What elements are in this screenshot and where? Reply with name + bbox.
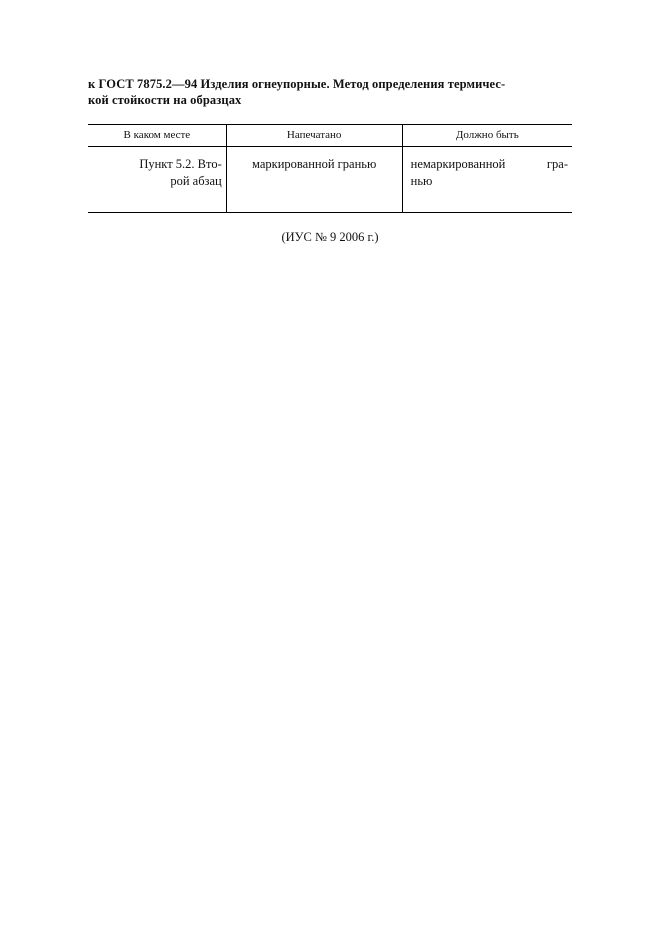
cell-correct-line-1: немаркированной гра- — [410, 157, 568, 171]
cell-where-line-2: рой абзац — [170, 174, 222, 188]
cell-where-line-1: Пункт 5.2. Вто- — [139, 157, 222, 171]
page-title — [88, 76, 572, 108]
heading-line-2: кой стойкости на образцах — [88, 93, 242, 107]
issue-reference: (ИУС № 9 2006 г.) — [281, 230, 379, 244]
cell-correct-line-2: нью — [410, 174, 433, 188]
cell-correct — [402, 147, 572, 213]
table-row — [88, 147, 572, 213]
column-header-printed: Напечатано — [226, 125, 402, 147]
column-header-correct: Должно быть — [402, 125, 572, 147]
column-header-where: В каком месте — [88, 125, 226, 147]
corrections-table — [88, 124, 572, 213]
table-body — [88, 147, 572, 213]
cell-where — [88, 147, 226, 213]
cell-printed: маркированной гранью — [226, 147, 402, 213]
heading-line-1: к ГОСТ 7875.2—94 Изделия огнеупорные. Метод определения термичес- — [88, 77, 506, 91]
table-header — [88, 125, 572, 147]
table-header-row — [88, 125, 572, 147]
